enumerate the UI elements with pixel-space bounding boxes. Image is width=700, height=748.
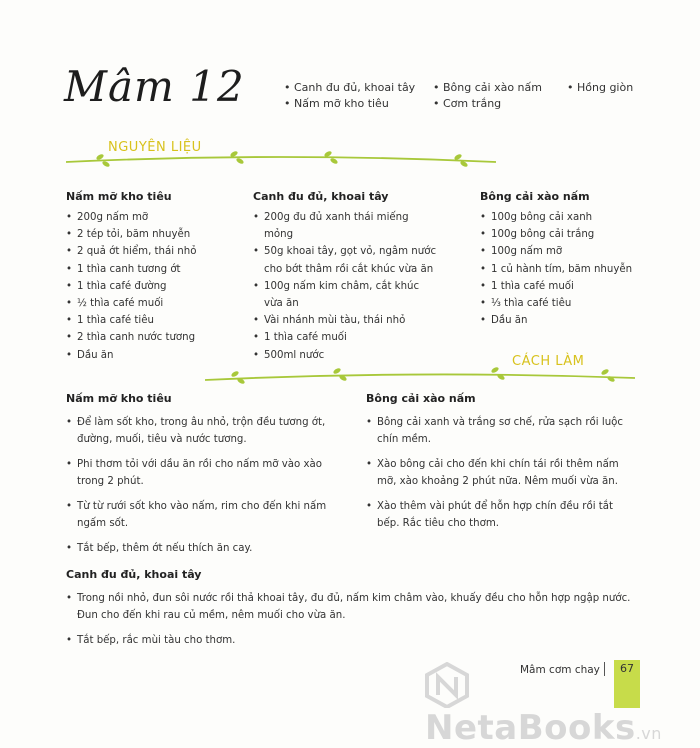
ingredient-item: • 100g nấm mỡ — [480, 243, 640, 260]
ingredient-item: • 200g nấm mỡ — [66, 209, 241, 226]
ingredient-item: • Vài nhánh mùi tàu, thái nhỏ — [253, 312, 438, 329]
ingredients-col-1 — [66, 190, 241, 364]
method-heading: CÁCH LÀM — [512, 354, 585, 369]
menu-item: • Cơm trắng — [433, 96, 542, 112]
ingredient-item: • 1 thìa canh tương ớt — [66, 261, 241, 278]
watermark-text: NetaBooks — [425, 708, 636, 748]
page-number: 67 — [614, 660, 640, 708]
ingredients-col-title: Canh đu đủ, khoai tây — [253, 190, 389, 203]
watermark-suffix: .vn — [635, 724, 662, 743]
method-step: • Bông cải xanh và trắng sơ chế, rửa sạch rồi luộc chín mềm. — [366, 415, 628, 448]
ingredients-heading: NGUYÊN LIỆU — [108, 140, 202, 155]
footer-divider — [604, 662, 605, 676]
menu-item: • Canh đu đủ, khoai tây — [284, 80, 415, 96]
method-col-title: Canh đu đủ, khoai tây — [66, 568, 202, 581]
method-col-1 — [66, 392, 336, 567]
method-step: • Tắt bếp, thêm ớt nếu thích ăn cay. — [66, 541, 336, 558]
ingredient-item: • ⅓ thìa café tiêu — [480, 295, 640, 312]
ingredient-item: • 2 thìa canh nước tương — [66, 329, 241, 346]
page-title: Mâm 12 — [64, 62, 245, 111]
method-col-2 — [366, 392, 628, 541]
menu-col-2 — [433, 80, 542, 112]
menu-col-1 — [284, 80, 415, 112]
ingredient-item: • ½ thìa café muối — [66, 295, 241, 312]
method-step: • Tắt bếp, rắc mùi tàu cho thơm. — [66, 633, 631, 650]
method-col-title: Bông cải xào nấm — [366, 392, 476, 405]
method-step: • Xào bông cải cho đến khi chín tái rồi thêm nấm mỡ, xào khoảng 2 phút nữa. Nêm muối vừa ăn. — [366, 457, 628, 490]
footer-label: Mâm cơm chay — [520, 664, 600, 676]
method-step: • Xào thêm vài phút để hỗn hợp chín đều rồi tắt bếp. Rắc tiêu cho thơm. — [366, 499, 628, 532]
ingredients-col-3 — [480, 190, 640, 329]
ingredient-item: • 1 thìa café muối — [480, 278, 640, 295]
vine-divider-bottom — [205, 366, 635, 388]
ingredient-item: • 500ml nước — [253, 347, 438, 364]
menu-col-3 — [567, 80, 633, 96]
ingredient-item: • 1 thìa café muối — [253, 329, 438, 346]
ingredient-item: • 100g bông cải trắng — [480, 226, 640, 243]
ingredient-item: • 100g bông cải xanh — [480, 209, 640, 226]
ingredients-col-title: Bông cải xào nấm — [480, 190, 590, 203]
ingredient-item: • 1 thìa café tiêu — [66, 312, 241, 329]
menu-item: • Hồng giòn — [567, 80, 633, 96]
ingredient-item: • Dầu ăn — [66, 347, 241, 364]
menu-item: • Nấm mỡ kho tiêu — [284, 96, 415, 112]
vine-divider-top — [66, 150, 496, 172]
method-col-3 — [66, 568, 631, 659]
method-step: • Để làm sốt kho, trong âu nhỏ, trộn đều tương ớt, đường, muối, tiêu và nước tương. — [66, 415, 336, 448]
ingredient-item: • 2 quả ớt hiểm, thái nhỏ — [66, 243, 241, 260]
method-step: • Từ từ rưới sốt kho vào nấm, rim cho đến khi nấm ngấm sốt. — [66, 499, 336, 532]
method-step: • Trong nồi nhỏ, đun sôi nước rồi thả khoai tây, đu đủ, nấm kim châm vào, khuấy đều cho hỗn hợp ngập nước. Đun cho đến khi rau củ mềm, nêm muối cho vừa ăn. — [66, 591, 631, 624]
ingredient-item: • 1 củ hành tím, băm nhuyễn — [480, 261, 640, 278]
ingredient-item: • 2 tép tỏi, băm nhuyễn — [66, 226, 241, 243]
ingredient-item: • 100g nấm kim châm, cắt khúc vừa ăn — [253, 278, 438, 312]
ingredient-item: • 200g đu đủ xanh thái miếng mỏng — [253, 209, 438, 243]
ingredients-col-2 — [253, 190, 438, 364]
ingredient-item: • 1 thìa café đường — [66, 278, 241, 295]
ingredient-item: • 50g khoai tây, gọt vỏ, ngâm nước cho bớt thâm rồi cắt khúc vừa ăn — [253, 243, 438, 277]
ingredient-item: • Dầu ăn — [480, 312, 640, 329]
method-col-title: Nấm mỡ kho tiêu — [66, 392, 172, 405]
menu-item: • Bông cải xào nấm — [433, 80, 542, 96]
netabooks-logo-icon — [425, 662, 469, 708]
method-step: • Phi thơm tỏi với dầu ăn rồi cho nấm mỡ vào xào trong 2 phút. — [66, 457, 336, 490]
ingredients-col-title: Nấm mỡ kho tiêu — [66, 190, 172, 203]
